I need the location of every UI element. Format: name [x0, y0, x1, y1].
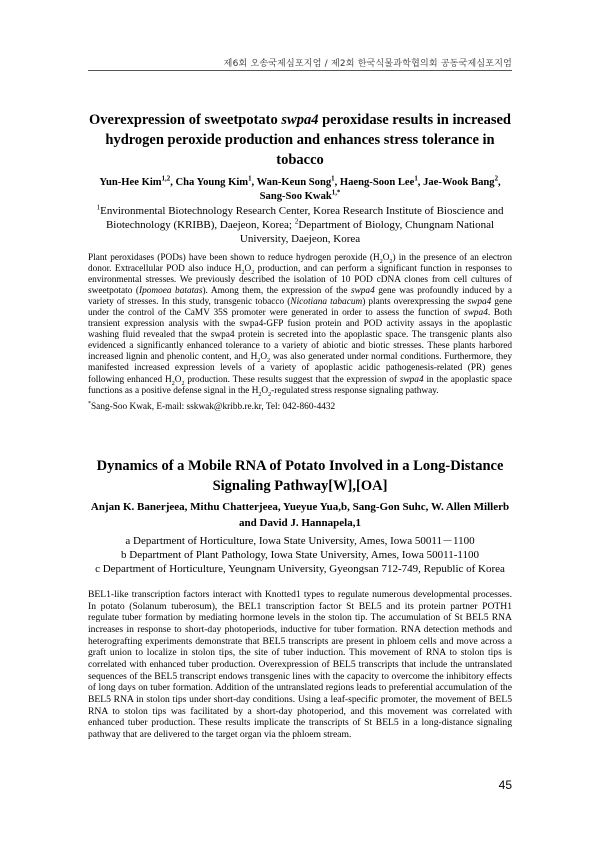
paper1-affiliations: $^1$Environmental Biotechnology Research Center, Korea Research Institute of Bioscience and Biotechnology (KRIBB), Daejeon, Korea; $^2$Department of Biology, Chungnam National University, Daejeon, Korea	[96, 203, 504, 245]
corresponding-author: *Sang-Soo Kwak, E-mail: sskwak@kribb.re.kr, Tel: 042-860-4432	[88, 400, 336, 412]
paper2-abstract: BEL1-like transcription factors interact with Knotted1 types to regulate numerous developmental processes. In potato (Solanum tuberosum), the BEL1 transcription factor St BEL5 and its protein partner POTH1 regulate tuber formation by mediating hormone levels in the stolon tip. The accumulation of St BEL5 RNA increases in response to short-day photoperiods, inductive for tuber formation. RNA detection methods and heterografting experiments demonstrate that BEL5 transcripts are present in phloem cells and move across a graft union to localize in stolon tips, the site of tuber induction. This movement of RNA to stolon tips is correlated with enhanced tuber production. Overexpression of BEL5 transcripts that include the untranslated sequences of the BEL5 transcript endows transgenic lines with the capacity to overcome the inhibitory effects of long days on tuber formation. Addition of the untranslated regions leads to preferential accumulation of the BEL5 RNA in stolon tips under short-day conditions. Using a leaf-specific promoter, the movement of BEL5 RNA to stolon tips was facilitated by a short-day photoperiod, and this movement was correlated with enhanced tuber production. These results implicate the transcripts of St BEL5 in a long-distance signaling pathway that are delivered to the target organ via the phloem stream.	[88, 589, 512, 740]
paper1-title: Overexpression of sweetpotato swpa4 peroxidase results in increased hydrogen peroxide production and enhances stress tolerance in tobacco	[89, 112, 511, 168]
author: Wan-Keun Song$^1$,	[256, 175, 340, 188]
author: Haeng-Soon Lee$^1$,	[339, 175, 424, 188]
author: Jae-Wook Bang$^2$,	[423, 175, 501, 188]
affiliation-a: a Department of Horticulture, Iowa State University, Ames, Iowa 50011－1100	[125, 535, 475, 547]
affiliation-c: c Department of Horticulture, Yeungnam University, Gyeongsan 712-749, Republic of Korea	[95, 563, 505, 575]
affiliation-b: b Department of Plant Pathology, Iowa State University, Ames, Iowa 50011-1100	[121, 549, 479, 561]
author: Yun-Hee Kim$^{1,2}$,	[99, 175, 176, 188]
author: Sang-Soo Kwak$^{1,*}$	[259, 189, 341, 202]
conference-header: 제6회 오송국제심포지엄 / 제2회 한국식물과학협의회 공동국제심포지엄	[223, 59, 512, 69]
header-rule	[88, 70, 512, 71]
running-header	[88, 56, 512, 72]
paper2-title: Dynamics of a Mobile RNA of Potato Involved in a Long-Distance Signaling Pathway[W],[OA]	[96, 458, 504, 494]
paper1-authors	[88, 176, 512, 204]
paper1-abstract: Plant peroxidases (PODs) have been shown to reduce hydrogen peroxide $(H_2O_2)$ in the presence of an electron donor. Extracellular POD also induce $H_2O_2$ production, and can perform a significant function in responses to environmental stresses. We previously described the isolation of 10 POD cDNA clones from cell cultures of sweetpotato (Ipomoea batatas). Among them, the expression of the swpa4 gene was profoundly induced by a variety of stresses. In this study, transgenic tobacco (Nicotiana tabacum) plants overexpressing the swpa4 gene under the control of the CaMV 35S promoter were generated in order to assess the function of swpa4. Both transient expression analysis with the swpa4-GFP fusion protein and POD activity assays in the apoplastic washing fluid revealed that the swpa4 protein is secreted into the apoplastic space. The transgenic plants also evidenced a significantly enhanced tolerance to a variety of abiotic and biotic stresses. These plants harbored increased lignin and phenolic content, and $H_2O_2$ was also generated under normal conditions. Furthermore, they manifested increased expression levels of a variety of apoplastic acidic pathogenesis-related (PR) genes following enhanced $H_2O_2$ production. These results suggest that the expression of swpa4 in the apoplastic space functions as a positive defense signal in the $H_2O_2$-regulated stress response signaling pathway.	[88, 253, 513, 398]
paper2-affiliations	[88, 534, 512, 576]
paper1-title-gene: swpa4	[281, 112, 319, 128]
author: Cha Young Kim$^1$,	[175, 175, 257, 188]
paper2-authors: Anjan K. Banerjeea, Mithu Chatterjeea, Yueyue Yua,b, Sang-Gon Suhc, W. Allen Millerb and David J. Hannapela,1	[90, 501, 510, 529]
page-number: 45	[498, 778, 512, 792]
